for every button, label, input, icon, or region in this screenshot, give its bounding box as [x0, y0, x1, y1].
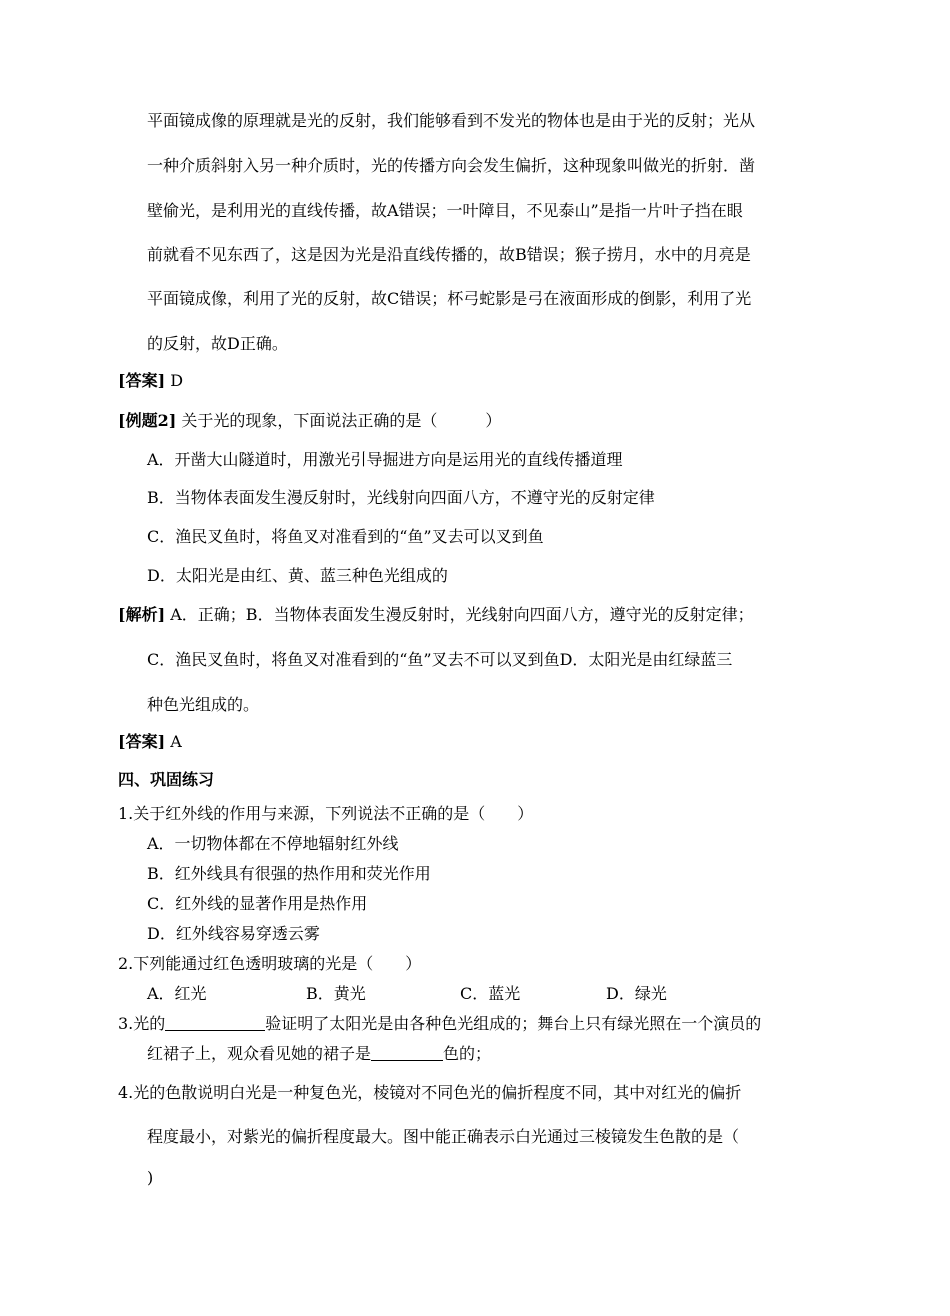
answer1	[118, 371, 183, 391]
q1-option-b: B．红外线具有很强的热作用和荧光作用	[147, 864, 431, 883]
example2-question	[118, 411, 501, 431]
analysis1-line-5: 平面镜成像，利用了光的反射，故C错误；杯弓蛇影是弓在液面形成的倒影，利用了光	[147, 289, 752, 308]
q3-line2a: 红裙子上，观众看见她的裙子是	[147, 1044, 372, 1063]
analysis2-first-line	[118, 605, 754, 625]
q2-option-d: D．绿光	[606, 984, 667, 1003]
example2-option-b: B．当物体表面发生漫反射时，光线射向四面八方，不遵守光的反射定律	[147, 488, 655, 507]
analysis2-line-3: 种色光组成的。	[147, 695, 260, 714]
analysis1-line-4: 前就看不见东西了，这是因为光是沿直线传播的，故B错误；猴子捞月，水中的月亮是	[147, 245, 751, 264]
section-title: 四、巩固练习	[118, 770, 215, 789]
example2-question-text: 关于光的现象，下面说法正确的是（ ）	[181, 411, 502, 430]
q3-line-1	[118, 1014, 761, 1034]
q3-line2b: 色的；	[443, 1044, 492, 1063]
analysis1-line-2: 一种介质斜射入另一种介质时，光的传播方向会发生偏折，这种现象叫做光的折射．凿	[147, 156, 756, 175]
q1-text: 1.关于红外线的作用与来源，下列说法不正确的是（ ）	[118, 804, 534, 823]
q1-option-a: A．一切物体都在不停地辐射红外线	[147, 834, 399, 853]
q3-blank-2[interactable]	[371, 1044, 443, 1061]
q3-part1: 3.光的	[118, 1014, 166, 1033]
q2-text: 2.下列能通过红色透明玻璃的光是（ ）	[118, 954, 422, 973]
q2-option-a: A．红光	[147, 984, 207, 1003]
example2-option-a: A．开凿大山隧道时，用激光引导掘进方向是运用光的直线传播道理	[147, 450, 623, 469]
q3-part2: 验证明了太阳光是由各种色光组成的；舞台上只有绿光照在一个演员的	[265, 1014, 762, 1033]
q2-option-c: C．蓝光	[460, 984, 521, 1003]
answer2-value: A	[170, 732, 182, 751]
analysis1-line-1: 平面镜成像的原理就是光的反射，我们能够看到不发光的物体也是由于光的反射；光从	[147, 111, 756, 130]
example2-option-d: D．太阳光是由红、黄、蓝三种色光组成的	[147, 566, 448, 585]
analysis2-label: [解析]	[118, 605, 166, 624]
q1-option-d: D．红外线容易穿透云雾	[147, 924, 320, 943]
answer2-label: [答案]	[118, 732, 166, 751]
q1-option-c: C．红外线的显著作用是热作用	[147, 894, 368, 913]
answer1-label: [答案]	[118, 371, 166, 390]
analysis2-line-2: C．渔民叉鱼时，将鱼叉对准看到的“鱼”叉去不可以叉到鱼D．太阳光是由红绿蓝三	[147, 650, 733, 669]
answer1-value: D	[170, 371, 184, 390]
example2-option-c: C．渔民叉鱼时，将鱼叉对准看到的“鱼”叉去可以叉到鱼	[147, 527, 544, 546]
q3-blank-1[interactable]	[165, 1014, 265, 1031]
q3-line-2	[147, 1044, 491, 1064]
answer2	[118, 732, 182, 752]
analysis1-line-3: 壁偷光，是利用光的直线传播，故A错误；一叶障目，不见泰山”是指一片叶子挡在眼	[147, 201, 743, 220]
analysis2-first-text: A．正确；B．当物体表面发生漫反射时，光线射向四面八方，遵守光的反射定律；	[170, 605, 754, 624]
example2-label: [例题2]	[118, 411, 177, 430]
analysis1-line-6: 的反射，故D正确。	[147, 334, 288, 353]
q4-line-1: 4.光的色散说明白光是一种复色光，棱镜对不同色光的偏折程度不同，其中对红光的偏折	[118, 1083, 742, 1102]
q4-line-2: 程度最小，对紫光的偏折程度最大。图中能正确表示白光通过三棱镜发生色散的是（	[147, 1127, 740, 1146]
q2-option-b: B．黄光	[306, 984, 366, 1003]
q4-line-3: )	[147, 1168, 154, 1187]
